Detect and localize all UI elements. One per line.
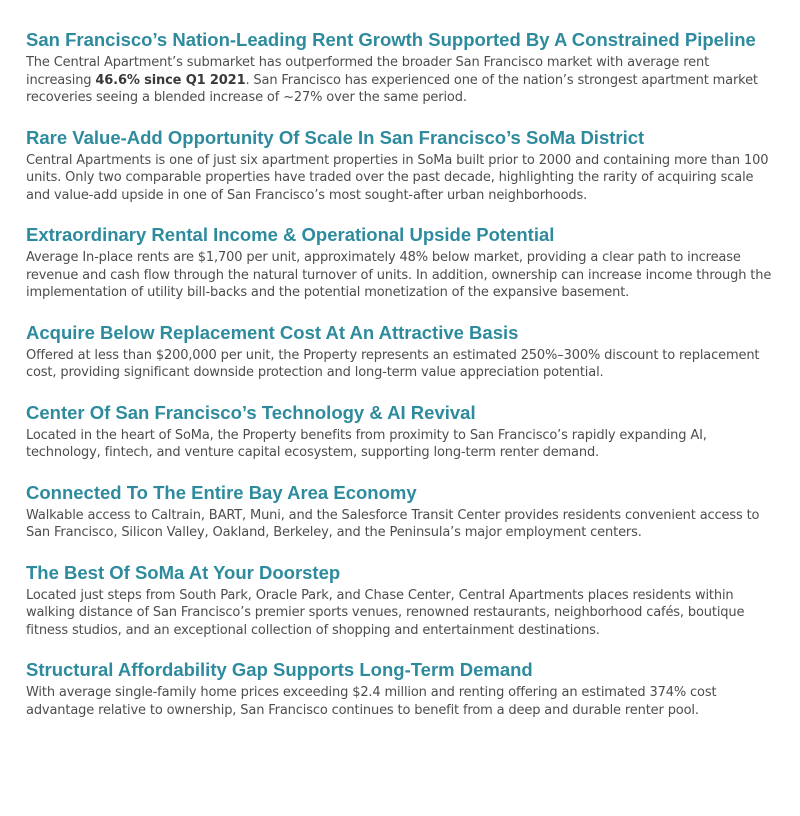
section-heading: San Francisco’s Nation-Leading Rent Growth Supported By A Constrained Pipeline bbox=[26, 29, 756, 50]
section-heading: Extraordinary Rental Income & Operational Upside Potential bbox=[26, 224, 555, 245]
section-heading: The Best Of SoMa At Your Doorstep bbox=[26, 561, 341, 583]
highlight-value-add bbox=[26, 126, 774, 205]
section-heading: Center Of San Francisco’s Technology & AI Revival bbox=[26, 401, 476, 423]
highlight-replacement-cost bbox=[26, 321, 774, 382]
section-body: Average In-place rents are $1,700 per unit, approximately 48% below market, providing a clear path to increase revenue and cash flow through the natural turnover of units. In addition, ownership can increase income through the implementation of utility bill-backs and the potential monetization of the expansive basement. bbox=[26, 250, 772, 300]
body-emphasis: 46.6% since Q1 2021 bbox=[95, 72, 246, 88]
section-body: Walkable access to Caltrain, BART, Muni, and the Salesforce Transit Center provides residents convenient access to San Francisco, Silicon Valley, Oakland, Berkeley, and the Peninsula’s major employment centers. bbox=[26, 507, 760, 540]
highlight-rental-income bbox=[26, 223, 774, 302]
section-heading: Connected To The Entire Bay Area Economy bbox=[26, 481, 417, 503]
highlight-bay-area-access bbox=[26, 481, 774, 542]
section-body: Located just steps from South Park, Oracle Park, and Chase Center, Central Apartments places residents within walking distance of San Francisco’s premier sports venues, renowned restaurants, neighborhood cafés, boutique fitness studios, and an exceptional collection of shopping and entertainment destinations. bbox=[26, 587, 745, 638]
section-body: Offered at less than $200,000 per unit, the Property represents an estimated 250%–300% discount to replacement cost, providing significant downside protection and long-term value appreciation potential. bbox=[26, 347, 760, 380]
section-heading: Acquire Below Replacement Cost At An Attractive Basis bbox=[26, 321, 519, 343]
section-body bbox=[26, 54, 774, 107]
highlight-rent-growth bbox=[26, 28, 774, 107]
section-heading: Structural Affordability Gap Supports Long-Term Demand bbox=[26, 659, 533, 680]
highlight-technology bbox=[26, 401, 774, 462]
section-body: Located in the heart of SoMa, the Property benefits from proximity to San Francisco’s rapidly expanding AI, technology, fintech, and venture capital ecosystem, supporting long-term renter demand. bbox=[26, 427, 707, 460]
highlight-affordability-gap bbox=[26, 658, 774, 719]
section-body: With average single-family home prices exceeding $2.4 million and renting offering an estimated 374% cost advantage relative to ownership, San Francisco continues to benefit from a deep and durable renter pool. bbox=[26, 685, 717, 718]
body-text: . San Francisco has experienced one of the nation’s strongest apartment market recoveries seeing a blended increase of ~27% over the same period. bbox=[26, 72, 758, 105]
section-heading: Rare Value-Add Opportunity Of Scale In San Francisco’s SoMa District bbox=[26, 126, 645, 148]
section-body: Central Apartments is one of just six apartment properties in SoMa built prior to 2000 and containing more than 100 units. Only two comparable properties have traded over the past decade, highlighting the rarity of acquiring scale and value-add upside in one of San Francisco’s most sought-after urban neighborhoods. bbox=[26, 152, 769, 203]
investment-highlights-document bbox=[26, 28, 774, 738]
body-text: The Central Apartment’s submarket has outperformed the broader San Francisco market with average rent increasing bbox=[26, 55, 710, 88]
highlight-soma-doorstep bbox=[26, 561, 774, 640]
